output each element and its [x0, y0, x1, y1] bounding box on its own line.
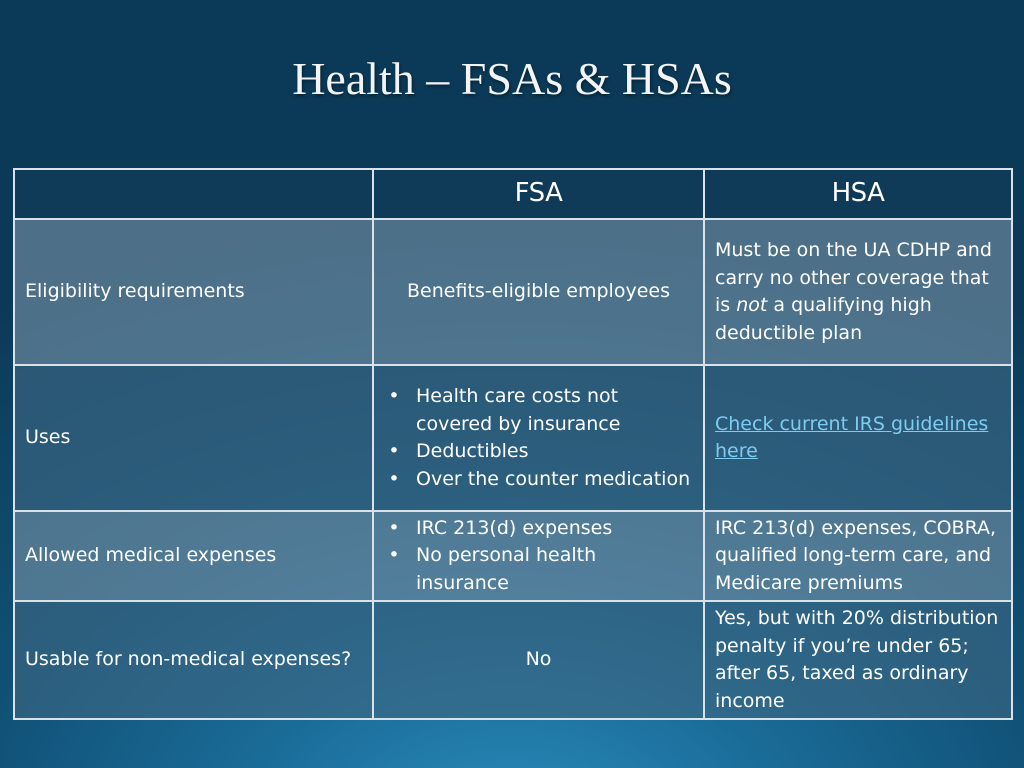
- row-label-allowed: Allowed medical expenses: [14, 511, 373, 601]
- bullet-icon: •: [388, 385, 400, 407]
- fsa-uses: [373, 365, 704, 511]
- slide-title: Health – FSAs & HSAs: [292, 53, 732, 104]
- header-hsa: HSA: [704, 169, 1012, 219]
- hsa-eligibility-emphasis: not: [736, 294, 768, 316]
- table-header-row: [14, 169, 1012, 219]
- fsa-allowed-list: [384, 515, 693, 598]
- fsa-allowed: [373, 511, 704, 601]
- hsa-eligibility: [704, 219, 1012, 365]
- list-item-text: No personal health insurance: [416, 544, 597, 594]
- table-row-uses: [14, 365, 1012, 511]
- comparison-table: [13, 168, 1013, 720]
- fsa-eligibility: Benefits-eligible employees: [373, 219, 704, 365]
- list-item-text: Health care costs not covered by insurance: [416, 385, 621, 435]
- header-fsa: FSA: [373, 169, 704, 219]
- hsa-eligibility-text-1: Must be on the UA CDHP and carry no other coverage that is: [715, 239, 992, 316]
- bullet-icon: •: [388, 544, 400, 567]
- list-item: [384, 515, 693, 543]
- row-label-uses: Uses: [14, 365, 373, 511]
- irs-guidelines-link[interactable]: Check current IRS guidelines here: [715, 412, 989, 462]
- row-label-eligibility: Eligibility requirements: [14, 219, 373, 365]
- header-empty-cell: [14, 169, 373, 219]
- hsa-uses: [704, 365, 1012, 511]
- list-item: [384, 383, 693, 438]
- list-item-text: Over the counter medication: [416, 467, 691, 490]
- list-item-text: IRC 213(d) expenses: [416, 516, 613, 539]
- row-label-nonmedical: Usable for non-medical expenses?: [14, 601, 373, 719]
- hsa-allowed: IRC 213(d) expenses, COBRA, qualified long-term care, and Medicare premiums: [704, 511, 1012, 601]
- list-item-text: Deductibles: [416, 440, 529, 462]
- list-item: [384, 466, 693, 494]
- hsa-eligibility-text-2: a qualifying high deductible plan: [715, 294, 932, 344]
- fsa-nonmedical: No: [373, 601, 704, 719]
- bullet-icon: •: [388, 516, 400, 539]
- list-item: [384, 542, 693, 597]
- fsa-uses-list: [384, 383, 693, 493]
- hsa-nonmedical: Yes, but with 20% distribution penalty if you’re under 65; after 65, taxed as ordinary income: [704, 601, 1012, 719]
- table-row-nonmedical: [14, 601, 1012, 719]
- list-item: [384, 438, 693, 466]
- bullet-icon: •: [388, 467, 400, 490]
- bullet-icon: •: [388, 440, 400, 462]
- table-row-allowed-expenses: [14, 511, 1012, 601]
- table-row-eligibility: [14, 219, 1012, 365]
